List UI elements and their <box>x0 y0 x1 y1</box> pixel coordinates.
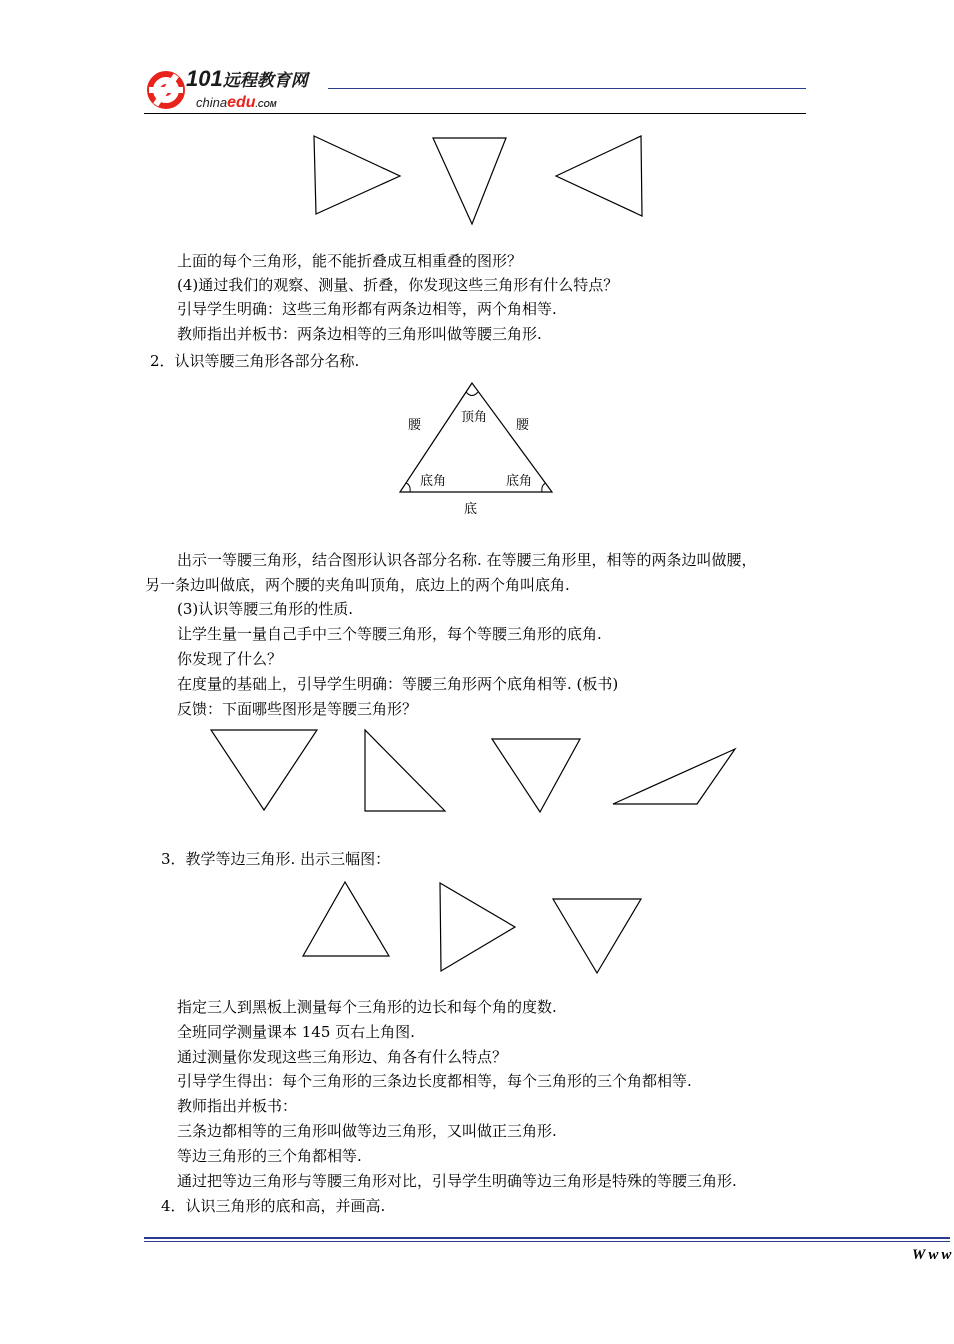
triangle-pointing-right <box>314 136 400 214</box>
footer-rule <box>144 1237 950 1239</box>
label-base-angle-left: 底角 <box>420 474 447 489</box>
text-line: 等边三角形的三个角都相等. <box>177 1147 362 1165</box>
figure-equilateral-triangles <box>295 875 655 980</box>
section-heading: 3．教学等边三角形. 出示三幅图： <box>161 850 391 868</box>
text-line: 三条边都相等的三角形叫做等边三角形，又叫做正三角形. <box>177 1122 557 1140</box>
equilateral-triangle-up <box>303 882 389 956</box>
left-base-angle-arc <box>406 483 410 492</box>
logo-en-suffix: .COM <box>255 100 277 109</box>
triangle-inverted-small <box>492 739 580 812</box>
text-line: 指定三人到黑板上测量每个三角形的边长和每个角的度数. <box>177 998 557 1016</box>
label-base: 底 <box>464 502 478 517</box>
label-base-angle-right: 底角 <box>506 474 533 489</box>
text-line: 引导学生得出：每个三角形的三条边长度都相等，每个三角形的三个角都相等. <box>177 1072 692 1090</box>
figure-isosceles-labelled <box>380 375 570 520</box>
label-apex-angle: 顶角 <box>461 410 488 425</box>
figure-four-triangles <box>200 720 750 820</box>
text-line: 通过测量你发现这些三角形边、角各有什么特点？ <box>177 1048 508 1066</box>
triangle-obtuse <box>613 749 735 804</box>
text-line: 另一条边叫做底，两个腰的夹角叫顶角，底边上的两个角叫底角. <box>145 576 570 594</box>
label-leg-left: 腰 <box>408 418 422 433</box>
site-logo <box>144 66 324 114</box>
logo-en-edu: edu <box>227 94 256 111</box>
text-line: 反馈：下面哪些图形是等腰三角形？ <box>177 700 418 718</box>
text-line: 你发现了什么？ <box>177 650 283 668</box>
text-line: (4)通过我们的观察、测量、折叠，你发现这些三角形有什么特点？ <box>177 276 619 294</box>
text-line: 上面的每个三角形，能不能折叠成互相重叠的图形？ <box>177 252 523 270</box>
text-line: 引导学生明确：这些三角形都有两条边相等，两个角相等. <box>177 300 557 318</box>
right-base-angle-arc <box>542 483 546 492</box>
text-line: 教师指出并板书：两条边相等的三角形叫做等腰三角形. <box>177 325 542 343</box>
text-line: (3)认识等腰三角形的性质. <box>177 600 354 618</box>
footer-www: Www <box>912 1247 954 1263</box>
logo-en-prefix: china <box>196 95 228 110</box>
footer-rule-thin <box>144 1241 950 1242</box>
triangle-pointing-left <box>556 136 642 216</box>
section-heading: 2．认识等腰三角形各部分名称. <box>150 352 360 370</box>
text-line: 在度量的基础上，引导学生明确：等腰三角形两个底角相等. (板书) <box>177 675 619 693</box>
triangle-pointing-down <box>433 138 506 224</box>
text-line: 通过把等边三角形与等腰三角形对比，引导学生明确等边三角形是特殊的等腰三角形. <box>177 1172 737 1190</box>
triangle-inverted-large <box>211 730 317 810</box>
text-line: 全班同学测量课本 145 页右上角图. <box>177 1023 415 1041</box>
apex-angle-arc <box>466 392 478 396</box>
equilateral-triangle-right <box>440 883 515 971</box>
header-rule-top <box>328 88 806 89</box>
logo-chinese: 远程教育网 <box>222 71 308 91</box>
triangle-right-angled <box>365 730 445 811</box>
text-line: 教师指出并板书： <box>177 1097 298 1115</box>
label-leg-right: 腰 <box>516 418 530 433</box>
text-line: 出示一等腰三角形，结合图形认识各部分名称. 在等腰三角形里，相等的两条边叫做腰， <box>177 551 757 569</box>
header-rule-bottom <box>144 113 806 114</box>
equilateral-triangle-down <box>553 899 641 973</box>
text-line: 让学生量一量自己手中三个等腰三角形，每个等腰三角形的底角. <box>177 625 602 643</box>
logo-number: 101 <box>186 66 223 91</box>
figure-three-triangles <box>300 130 660 230</box>
logo-emblem-icon <box>144 69 188 111</box>
section-heading: 4．认识三角形的底和高，并画高. <box>161 1197 386 1215</box>
